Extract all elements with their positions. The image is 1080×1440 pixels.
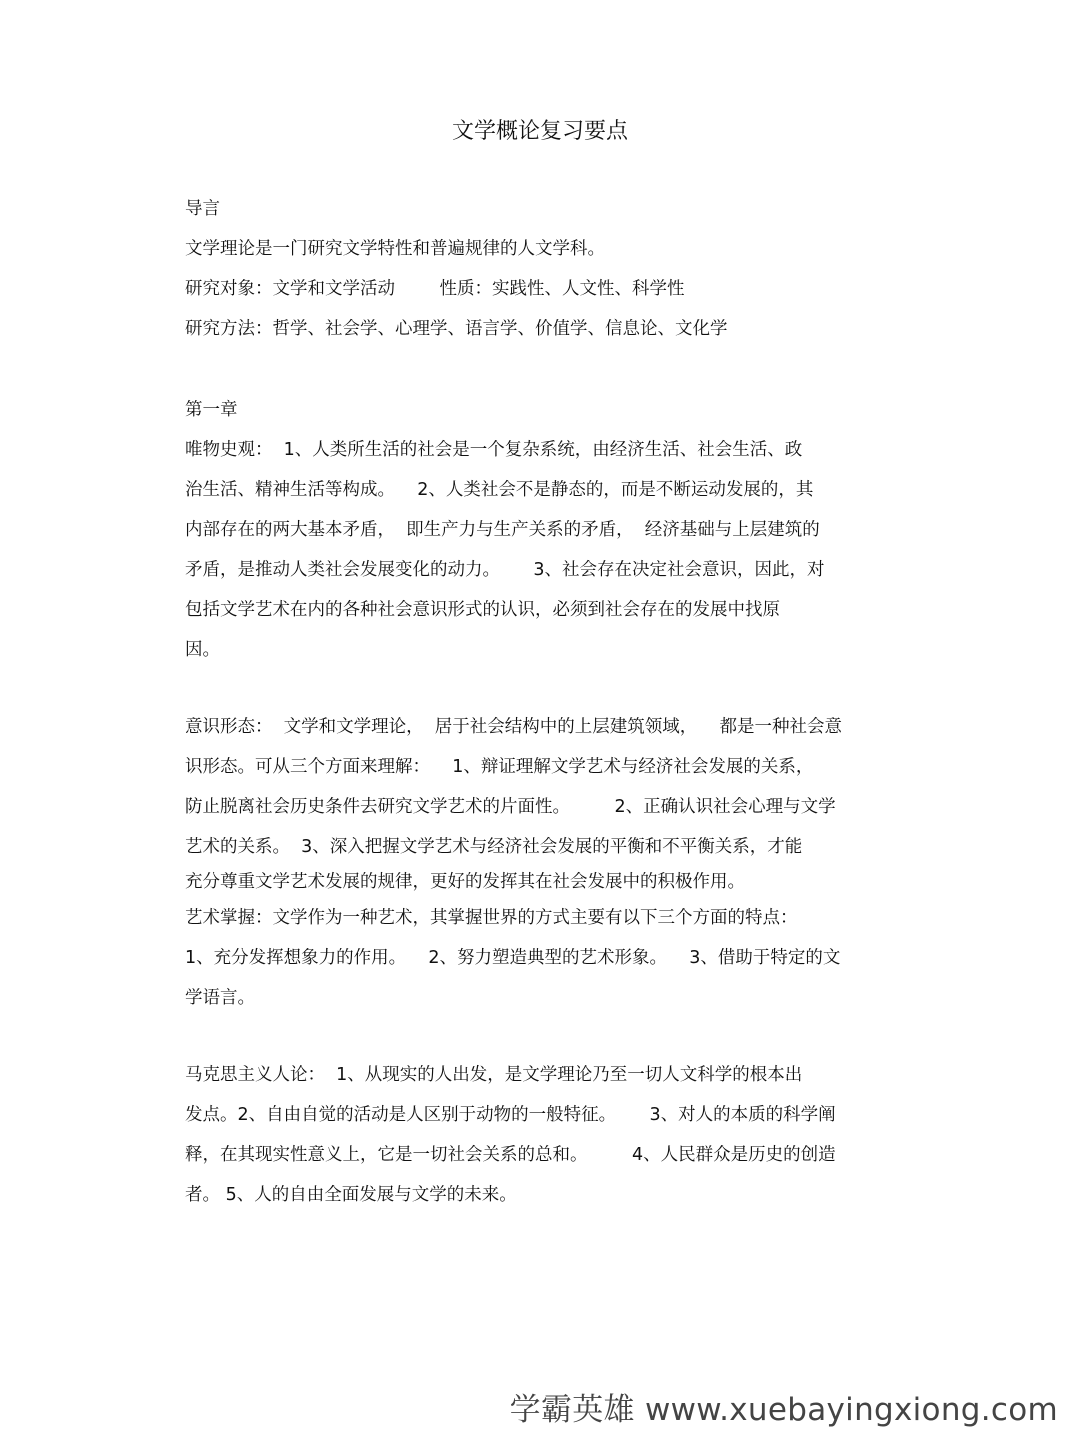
paragraph-line: 包括文学艺术在内的各种社会意识形式的认识，必须到社会存在的发展中找原 — [185, 600, 780, 620]
paragraph-line: 防止脱离社会历史条件去研究文学艺术的片面性。 2、正确认识社会心理与文学 — [185, 797, 836, 817]
spacer — [185, 349, 890, 390]
materialism-paragraph — [185, 430, 890, 670]
paragraph-line: 唯物史观： 1、人类所生活的社会是一个复杂系统，由经济生活、社会生活、政 — [185, 440, 803, 460]
paragraph-line: 艺术的关系。 3、深入把握文学艺术与经济社会发展的平衡和不平衡关系，才能 — [185, 837, 803, 857]
intro-heading: 导言 — [185, 199, 220, 219]
document-body — [185, 189, 890, 1215]
intro-line: 研究方法：哲学、社会学、心理学、语言学、价值学、信息论、文化学 — [185, 319, 728, 339]
art-grasp-paragraph — [185, 898, 890, 1018]
paragraph-line: 意识形态： 文学和文学理论， 居于社会结构中的上层建筑领域， 都是一种社会意 — [185, 717, 842, 737]
spacer — [185, 1018, 890, 1055]
paragraph-line: 艺术掌握：文学作为一种艺术，其掌握世界的方式主要有以下三个方面的特点： — [185, 908, 798, 928]
document-title: 文学概论复习要点 — [451, 119, 628, 144]
spacer — [185, 670, 890, 707]
paragraph-line: 内部存在的两大基本矛盾， 即生产力与生产关系的矛盾， 经济基础与上层建筑的 — [185, 520, 820, 540]
paragraph-line: 1、充分发挥想象力的作用。 2、努力塑造典型的艺术形象。 3、借助于特定的文 — [185, 948, 841, 968]
paragraph-line: 者。 5、人的自由全面发展与文学的未来。 — [185, 1185, 517, 1205]
paragraph-line: 释，在其现实性意义上，它是一切社会关系的总和。 4、人民群众是历史的创造 — [185, 1145, 836, 1165]
paragraph-line: 发点。2、自由自觉的活动是人区别于动物的一般特征。 3、对人的本质的科学阐 — [185, 1105, 836, 1125]
paragraph-line: 因。 — [185, 640, 220, 660]
site-watermark: 学霸英雄 www.xuebayingxiong.com — [509, 1392, 1058, 1428]
chapter1-heading: 第一章 — [185, 400, 238, 420]
paragraph-line: 马克思主义人论： 1、从现实的人出发，是文学理论乃至一切人文科学的根本出 — [185, 1065, 803, 1085]
paragraph-line: 学语言。 — [185, 988, 255, 1008]
paragraph-line: 矛盾，是推动人类社会发展变化的动力。 3、社会存在决定社会意识，因此，对 — [185, 560, 825, 580]
intro-section — [185, 189, 890, 349]
ideology-paragraph — [185, 707, 890, 898]
marxism-paragraph — [185, 1055, 890, 1215]
paragraph-line: 充分尊重文学艺术发展的规律，更好的发挥其在社会发展中的积极作用。 — [185, 872, 745, 892]
paragraph-line: 治生活、精神生活等构成。 2、人类社会不是静态的，而是不断运动发展的，其 — [185, 480, 814, 500]
intro-line: 研究对象：文学和文学活动 性质：实践性、人文性、科学性 — [185, 279, 685, 299]
intro-line: 文学理论是一门研究文学特性和普遍规律的人文学科。 — [185, 239, 605, 259]
chapter1-section — [185, 390, 890, 1215]
paragraph-line: 识形态。可从三个方面来理解： 1、辩证理解文学艺术与经济社会发展的关系， — [185, 757, 814, 777]
